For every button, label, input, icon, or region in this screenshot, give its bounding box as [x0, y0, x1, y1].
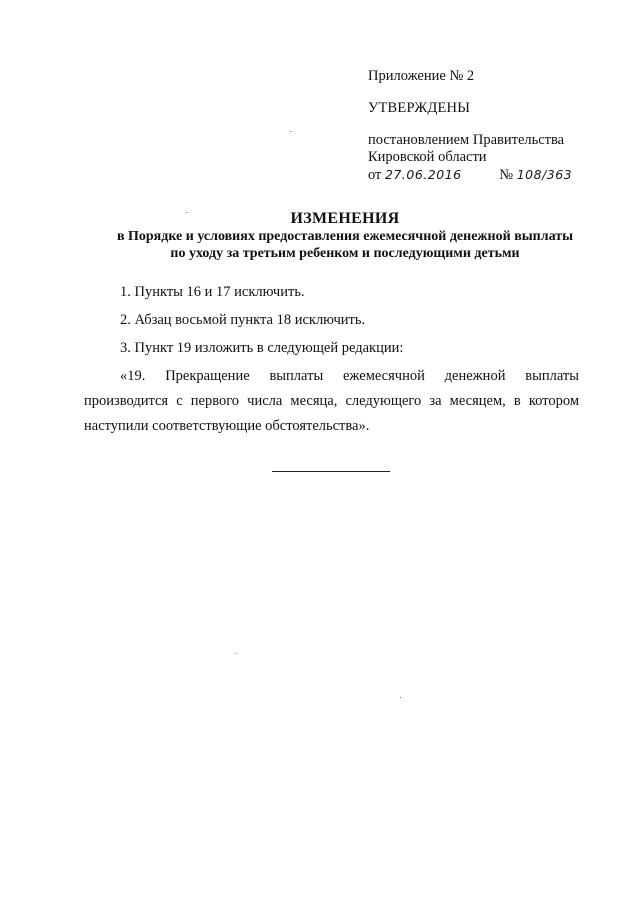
- amendment-item-2: 2. Абзац восьмой пункта 18 исключить.: [120, 312, 366, 328]
- annex-number: Приложение № 2: [368, 68, 475, 84]
- approval-authority: постановлением Правительства: [368, 132, 565, 148]
- document-body: [84, 280, 579, 439]
- handwritten-number: 108/363: [516, 167, 573, 182]
- handwritten-date: 27.06.2016: [385, 167, 462, 182]
- document-subtitle-line-2: по уходу за третьим ребенком и последующими детьми: [170, 246, 520, 261]
- scan-speck: [186, 212, 187, 213]
- approval-date-number: [368, 166, 618, 184]
- document-subtitle-line-1: в Порядке и условиях предоставления ежемесячной денежной выплаты: [116, 229, 574, 244]
- document-title-block: [40, 209, 640, 262]
- number-prefix: №: [499, 167, 514, 183]
- scan-speck: [400, 697, 401, 698]
- date-prefix: от: [368, 167, 382, 183]
- approval-block: [368, 68, 618, 184]
- approval-stamp-text: УТВЕРЖДЕНЫ: [368, 100, 471, 116]
- scan-speck: [290, 131, 291, 132]
- closing-divider: [272, 471, 390, 472]
- amendment-item-1: 1. Пункты 16 и 17 исключить.: [120, 284, 305, 300]
- scan-speck: [236, 653, 237, 654]
- approval-region: Кировской области: [368, 149, 487, 165]
- amendment-item-3: 3. Пункт 19 изложить в следующей редакции:: [120, 340, 404, 356]
- document-title: ИЗМЕНЕНИЯ: [290, 210, 400, 227]
- amendment-quote: «19. Прекращение выплаты ежемесячной денежной выплаты производится с первого числа месяца, следующего за месяцем, в котором наступили соответствующие обстоятельства».: [84, 368, 579, 434]
